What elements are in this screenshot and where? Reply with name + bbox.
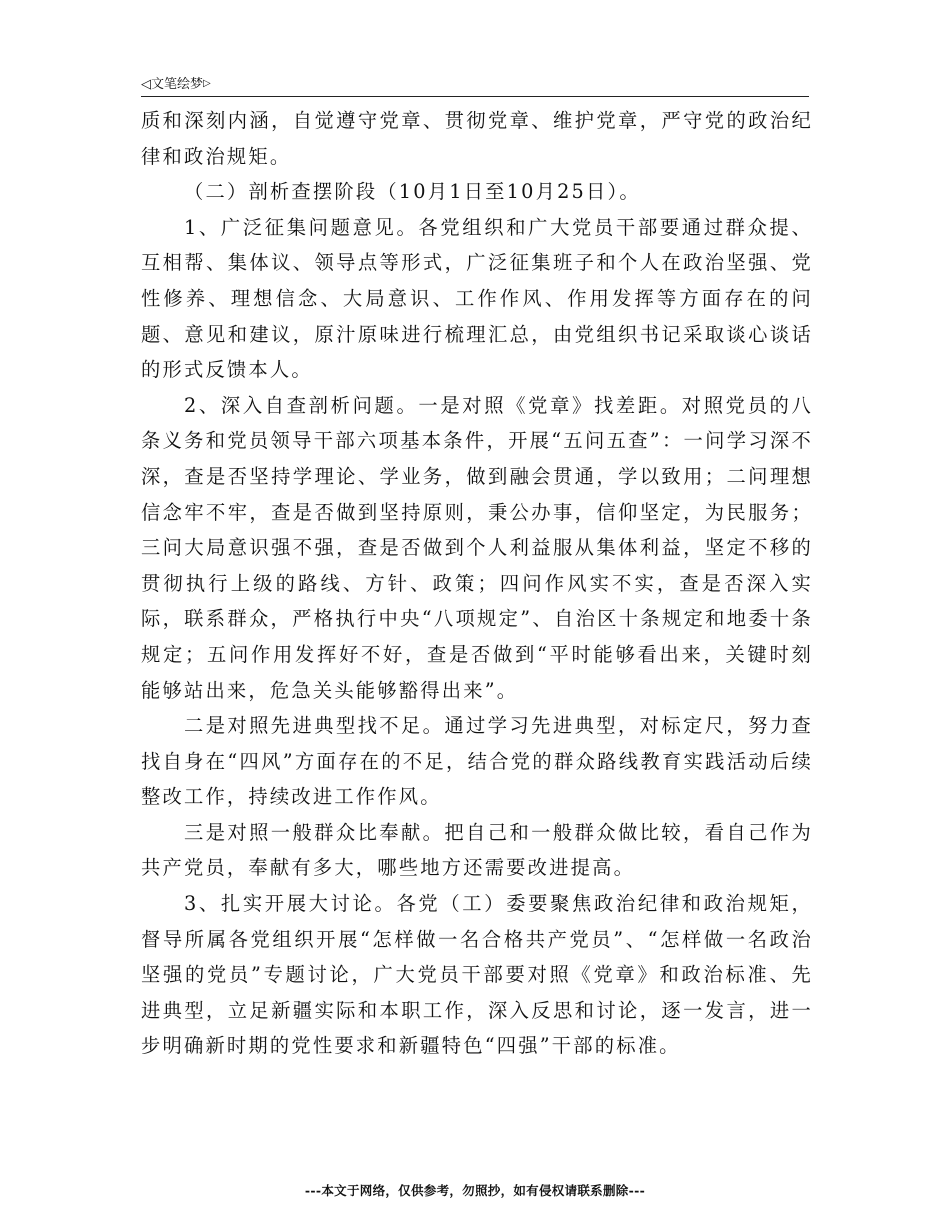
document-body [141,103,813,1064]
page-footer: ---本文于网络，仅供参考，勿照抄，如有侵权请联系删除--- [304,1183,646,1198]
right-triangle-icon: ▷ [203,78,211,89]
left-triangle-icon: ◁ [141,77,151,92]
paragraph-4: 2、深入自查剖析问题。一是对照《党章》找差距。对照党员的八条义务和党员领导干部六项基本条件，开展“五问五查”：一问学习深不深，查是否坚持学理论、学业务，做到融会贯通，学以致用；二问理想信念牢不牢，查是否做到坚持原则，秉公办事，信仰坚定，为民服务；三问大局意识强不强，查是否做到个人利益服从集体利益，坚定不移的贯彻执行上级的路线、方针、政策；四问作风实不实，查是否深入实际，联系群众，严格执行中央“八项规定”、自治区十条规定和地委十条规定；五问作用发挥好不好，查是否做到“平时能够看出来，关键时刻能够站出来，危急关头能够豁得出来”。 [141,393,813,702]
paragraph-7: 3、扎实开展大讨论。各党（工）委要聚焦政治纪律和政治规矩，督导所属各党组织开展“怎样做一名合格共产党员”、“怎样做一名政治坚强的党员”专题讨论，广大党员干部要对照《党章》和政治标准、先进典型，立足新疆实际和本职工作，深入反思和讨论，逐一发言，进一步明确新时期的党性要求和新疆特色“四强”干部的标准。 [141,892,813,1058]
paragraph-5: 二是对照先进典型找不足。通过学习先进典型，对标定尺，努力查找自身在“四风”方面存在的不足，结合党的群众路线教育实践活动后续整改工作，持续改进工作作风。 [141,714,813,809]
header-brand [141,75,211,94]
paragraph-6: 三是对照一般群众比奉献。把自己和一般群众做比较，看自己作为共产党员，奉献有多大，哪些地方还需要改进提高。 [141,820,813,880]
paragraph-3: 1、广泛征集问题意见。各党组织和广大党员干部要通过群众提、互相帮、集体议、领导点等形式，广泛征集班子和个人在政治坚强、党性修养、理想信念、大局意识、工作作风、作用发挥等方面存在的问题、意见和建议，原汁原味进行梳理汇总，由党组织书记采取谈心谈话的形式反馈本人。 [141,215,813,382]
page-header [141,74,809,97]
paragraph-2: （二）剖析查摆阶段（10月1日至10月25日）。 [184,180,641,204]
brand-name: 文笔绘梦 [151,77,204,92]
paragraph-1: 质和深刻内涵，自觉遵守党章、贯彻党章、维护党章，严守党的政治纪律和政治规矩。 [141,109,813,168]
